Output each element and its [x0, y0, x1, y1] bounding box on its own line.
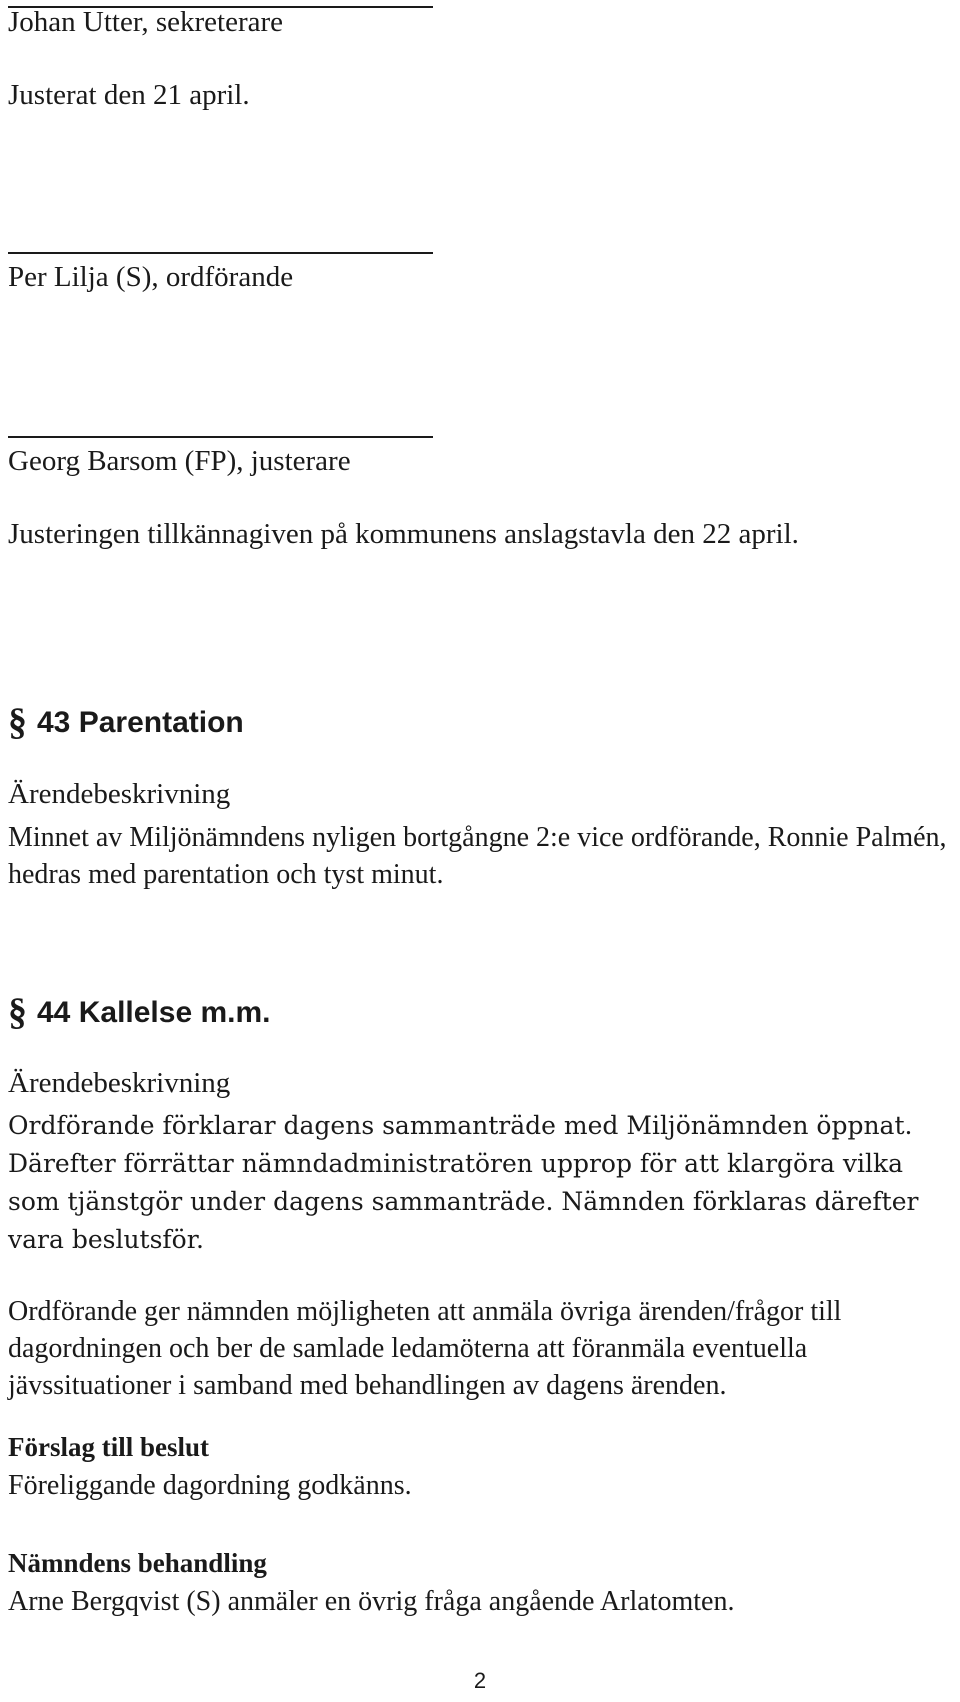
section-number: 43	[37, 706, 71, 739]
handling-heading: Nämndens behandling	[8, 1548, 267, 1578]
page-number: 2	[473, 1668, 487, 1693]
section-44-paragraph-2: Ordförande ger nämnden möjligheten att anmäla övriga ärenden/frågor till dagordningen och ber de samlade ledamöterna att föranmäla eventuella jävssituationer i samband med behandlingen av dagens ärenden.	[8, 1296, 842, 1401]
signature-line-adjuster	[8, 436, 433, 438]
section-number: 44	[37, 996, 71, 1029]
signature-line-chair	[8, 252, 433, 254]
adjusted-date: Justerat den 21 april.	[8, 79, 250, 111]
section-44-paragraph-1: Ordförande förklarar dagens sammanträde med Miljönämnden öppnat. Därefter förrättar nämndadministratören upprop för att klargöra vilka som tjänstgör under dagens sammanträde. Nämnden förklaras därefter vara beslutsför.	[8, 1111, 919, 1254]
section-symbol: §	[8, 701, 27, 743]
section-title: Parentation	[78, 706, 244, 739]
announcement-text: Justeringen tillkännagiven på kommunens anslagstavla den 22 april.	[8, 518, 799, 550]
section-43-description: Minnet av Miljönämndens nyligen bortgångne 2:e vice ordförande, Ronnie Palmén, hedras med parentation och tyst minut.	[8, 822, 947, 890]
section-44-heading	[8, 990, 270, 1034]
section-43-subheading: Ärendebeskrivning	[8, 778, 231, 810]
section-43-heading	[8, 700, 244, 744]
proposal-text: Föreliggande dagordning godkänns.	[8, 1470, 412, 1501]
section-symbol: §	[8, 991, 27, 1033]
chair-name: Per Lilja (S), ordförande	[8, 261, 294, 293]
handling-text: Arne Bergqvist (S) anmäler en övrig fråga angående Arlatomten.	[8, 1586, 735, 1617]
proposal-heading: Förslag till beslut	[8, 1432, 209, 1462]
section-title: Kallelse m.m.	[78, 996, 271, 1029]
adjuster-name: Georg Barsom (FP), justerare	[8, 445, 351, 477]
section-44-subheading: Ärendebeskrivning	[8, 1067, 231, 1099]
secretary-name: Johan Utter, sekreterare	[8, 6, 284, 38]
